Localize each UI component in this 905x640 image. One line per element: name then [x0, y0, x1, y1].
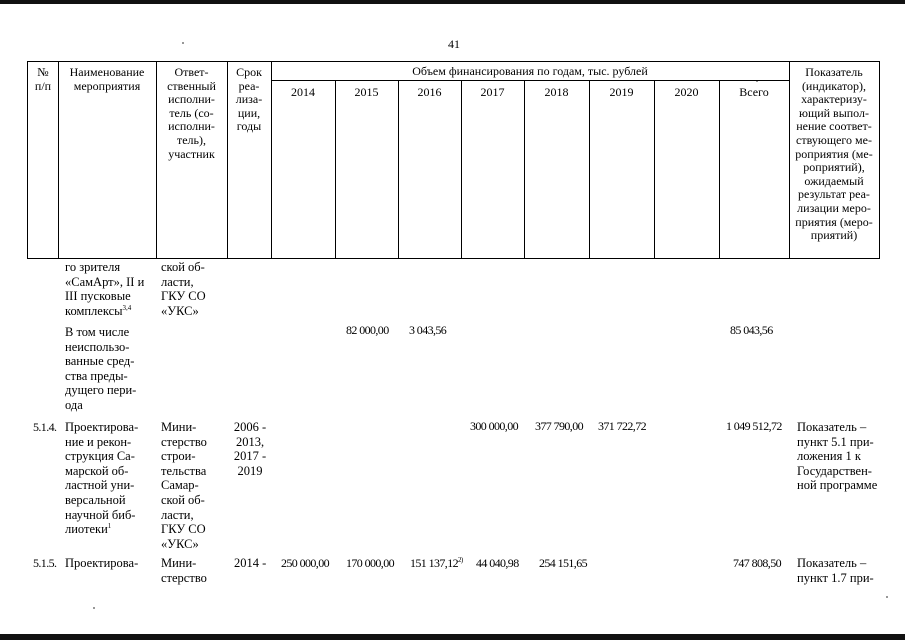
header-term: Срок реа- лиза- ции, годы: [235, 65, 263, 134]
header-year: 2014: [291, 85, 315, 99]
continued-name-text: го зрителя «СамАрт», II и III пусковые комплексы: [65, 260, 145, 318]
row-responsible: Мини- стерство: [161, 556, 207, 585]
header-year: 2016: [417, 85, 442, 99]
row-2014-value: 250 000,00: [281, 556, 330, 570]
row-responsible: Мини- стерство строи- тельства Самар- ской об- ласти, ГКУ СО «УКС»: [161, 420, 207, 551]
header-responsible: Ответ- ственный исполни- тель (со- исполни- тель), участник: [167, 65, 216, 161]
table-header: [27, 61, 880, 259]
page-number: 41: [448, 37, 460, 51]
row-2017-value: 300 000,00: [470, 419, 519, 433]
continued-responsible: ской об- ласти, ГКУ СО «УКС»: [161, 260, 206, 318]
header-indicator: Показатель (индикатор), характеризу- ющий выпол- нение соответ- ствующего ме- роприятия (ме- роприятий), ожидаемый результат реа- лизации меро- приятия (меро- приятий): [795, 65, 873, 243]
header-total: Всего: [739, 85, 769, 99]
including-2016-value: 3 043,56: [409, 323, 447, 337]
row-2017-value: 44 040,98: [476, 556, 519, 570]
including-name: В том числе неиспользо- ванные сред- ства преды- дущего пери- ода: [65, 325, 137, 412]
header-year: 2015: [354, 85, 379, 99]
row-2018-value: 377 790,00: [535, 419, 584, 433]
continued-name: [65, 260, 144, 318]
row-term: 2014 -: [234, 556, 267, 570]
row-indicator: Показатель – пункт 5.1 при- ложения 1 к Государствен- ной программе: [797, 420, 878, 493]
row-total-value: 747 808,50: [733, 556, 782, 570]
top-border: [0, 0, 905, 4]
row-name: [65, 420, 138, 537]
header-year: 2018: [544, 85, 569, 99]
row-2016-footnote: 2): [458, 556, 463, 564]
row-2016-value: [410, 556, 463, 571]
row-2015-value: 170 000,00: [346, 556, 395, 570]
row-2018-value: 254 151,65: [539, 556, 588, 570]
continued-name-footnote: 3,4: [122, 303, 132, 312]
header-year: 2017: [480, 85, 505, 99]
including-total-value: 85 043,56: [730, 323, 773, 337]
bottom-border: [0, 634, 905, 640]
row-name: Проектирова-: [65, 556, 139, 570]
row-2016-value-text: 151 137,12: [410, 556, 459, 570]
row-total-value: 1 049 512,72: [726, 419, 782, 433]
header-number: № п/п: [34, 65, 52, 93]
including-2015-value: 82 000,00: [346, 323, 389, 337]
header-year: 2019: [609, 85, 634, 99]
row-name-text: Проектирова- ние и рекон- струкция Са- марской об- ластной уни- версальной научной биб- лиотеки: [65, 420, 139, 537]
scan-speck: [182, 42, 184, 44]
scan-speck: [93, 607, 95, 609]
row-number: 5.1.5.: [33, 556, 57, 570]
header-measure-name: Наименование мероприятия: [69, 65, 145, 93]
scan-speck: [886, 596, 888, 598]
row-2019-value: 371 722,72: [598, 419, 647, 433]
header-year: 2020: [674, 85, 699, 99]
header-funding-title: Объем финансирования по годам, тыс. рублей: [412, 64, 648, 78]
row-term: 2006 - 2013, 2017 - 2019: [233, 420, 267, 478]
row-number: 5.1.4.: [33, 420, 57, 434]
row-indicator: Показатель – пункт 1.7 при-: [797, 556, 874, 585]
row-name-footnote: 1: [107, 522, 112, 530]
